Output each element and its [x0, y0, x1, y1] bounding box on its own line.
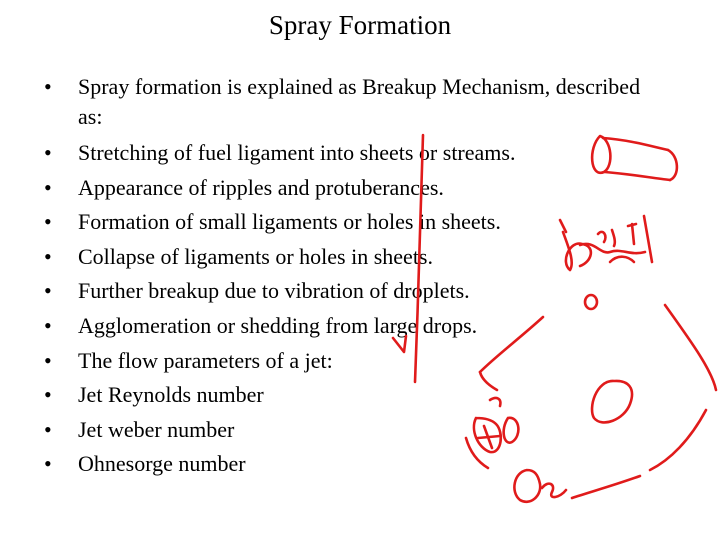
bullet-item: • Agglomeration or shedding from large drops. [44, 309, 644, 344]
bullet-item: • Jet weber number [44, 413, 644, 448]
ink-outline-stroke [650, 410, 706, 470]
bullet-list [44, 72, 644, 482]
ink-bottom-curl [542, 484, 566, 497]
bullet-item: • Jet Reynolds number [44, 378, 644, 413]
ink-stroke [644, 216, 652, 262]
bullet-item: • Collapse of ligaments or holes in sheets. [44, 240, 644, 275]
bullet-item: • The flow parameters of a jet: [44, 344, 644, 379]
ink-cylinder-end [668, 150, 677, 180]
ink-outline-stroke [665, 305, 716, 390]
bullet-item: • Stretching of fuel ligament into sheets or streams. [44, 136, 644, 171]
bullet-item: • Appearance of ripples and protuberances. [44, 171, 644, 206]
slide-title: Spray Formation [268, 10, 452, 40]
bullet-item: • Ohnesorge number [44, 447, 644, 482]
bullet-item: • Further breakup due to vibration of droplets. [44, 274, 644, 309]
bullet-item: • Formation of small ligaments or holes in sheets. [44, 205, 644, 240]
bullet-item: • Spray formation is explained as Breakup Mechanism, described as: [44, 72, 644, 136]
